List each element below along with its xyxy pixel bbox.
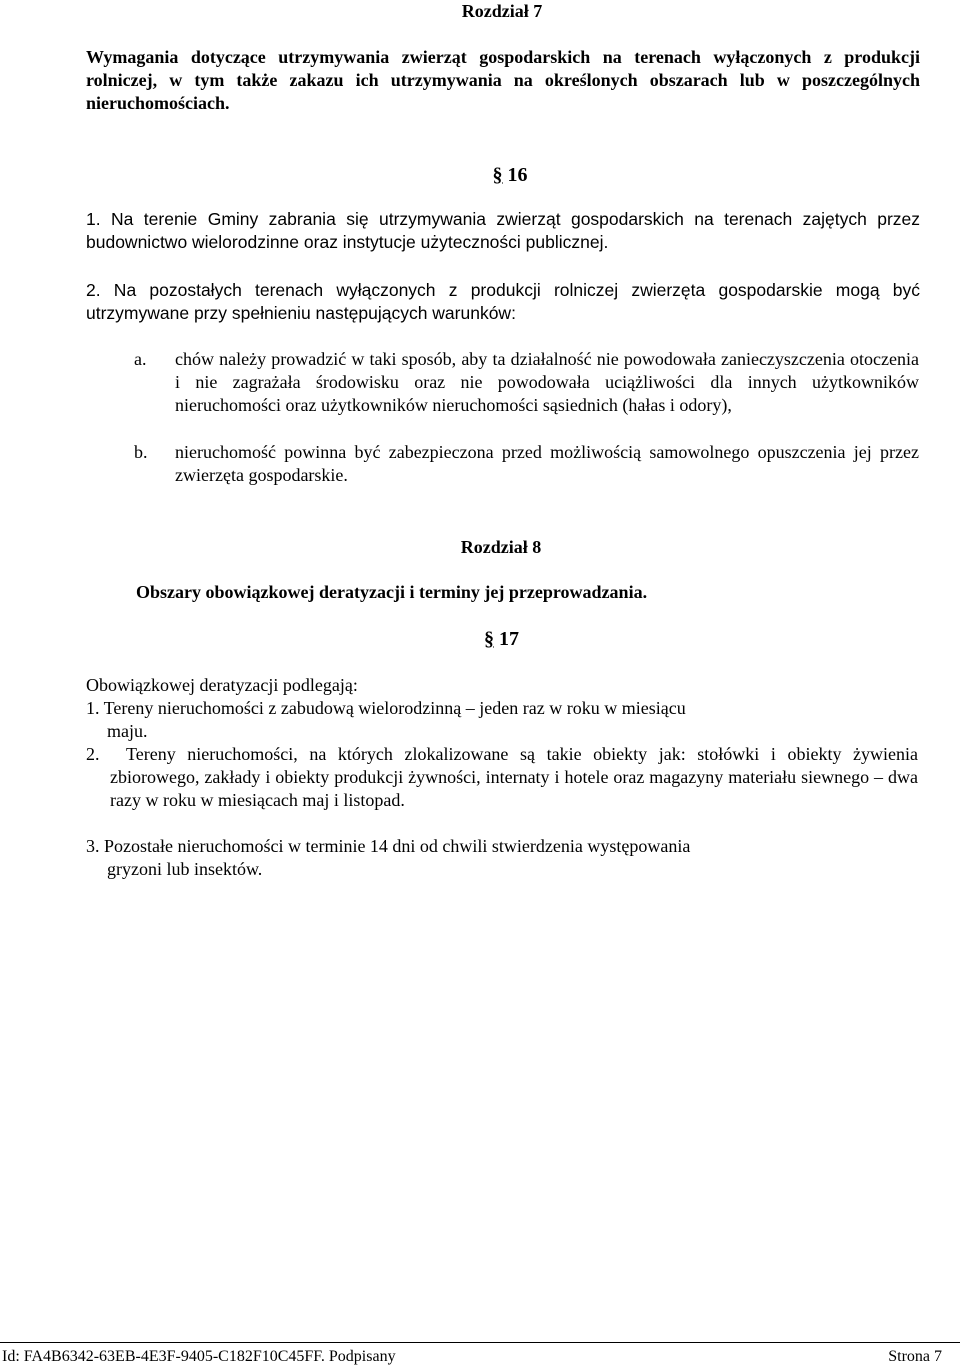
- section-symbol: §: [492, 164, 503, 186]
- section-16-item-1: 1. Na terenie Gminy zabrania się utrzymywania zwierząt gospodarskich na terenach zajętych przez budownictwo wielorodzinne oraz instytucje użyteczności publicznej.: [86, 209, 920, 252]
- section-17-item-1-continuation: maju.: [107, 721, 148, 741]
- section-17-item-3: 3. Pozostałe nieruchomości w terminie 14 dni od chwili stwierdzenia występowania: [86, 836, 691, 856]
- chapter-7-title: Rozdział 7: [461, 1, 543, 21]
- footer-page-number: Strona 7: [888, 1348, 942, 1365]
- section-number: 17: [499, 628, 519, 650]
- chapter-8-title: Rozdział 8: [460, 537, 542, 557]
- chapter-8-heading: Obszary obowiązkowej deratyzacji i terminy jej przeprowadzania.: [136, 582, 648, 602]
- section-17-item-2-marker: 2.: [86, 744, 100, 764]
- point-a-marker: a.: [134, 349, 147, 369]
- section-17-item-1: 1. Tereny nieruchomości z zabudową wielorodzinną – jeden raz w roku w miesiącu: [86, 698, 686, 718]
- section-17-item-2-body: Tereny nieruchomości, na których zlokalizowane są takie obiekty jak: stołówki i obiekty żywienia zbiorowego, zakłady i obiekty produkcji żywności, internaty i hotele oraz magazyny materiału siewnego – dwa razy w roku w miesiącach maj i listopad.: [110, 744, 918, 810]
- section-17-item-2-text: [110, 743, 918, 812]
- section-17-heading: [484, 628, 519, 651]
- point-b-text: nieruchomość powinna być zabezpieczona przed możliwością samowolnego opuszczenia jej przez zwierzęta gospodarskie.: [175, 442, 919, 485]
- section-16-item-2: 2. Na pozostałych terenach wyłączonych z produkcji rolniczej zwierzęta gospodarskie mogą być utrzymywane przy spełnieniu następujących warunków:: [86, 280, 920, 323]
- footer-document-id: Id: FA4B6342-63EB-4E3F-9405-C182F10C45FF. Podpisany: [2, 1348, 396, 1365]
- point-a-text: chów należy prowadzić w taki sposób, aby ta działalność nie powodowała zanieczyszczenia otoczenia i nie zagrażała środowisku oraz nie powodowała uciążliwości dla innych użytkowników nieruchomości oraz użytkowników nieruchomości sąsiednich (hałas i odory),: [175, 349, 919, 415]
- section-number: 16: [507, 164, 528, 186]
- point-b-marker: b.: [134, 442, 148, 462]
- section-17-intro: Obowiązkowej deratyzacji podlegają:: [86, 675, 358, 695]
- section-symbol: §: [484, 628, 494, 650]
- footer-divider: [0, 1342, 960, 1343]
- section-17-item-3-continuation: gryzoni lub insektów.: [107, 859, 263, 879]
- section-16-heading: [0, 164, 960, 187]
- chapter-7-heading: Wymagania dotyczące utrzymywania zwierząt gospodarskich na terenach wyłączonych z produkcji rolniczej, w tym także zakazu ich utrzymywania na określonych obszarach lub w poszczególnych nieruchomościach.: [86, 47, 920, 113]
